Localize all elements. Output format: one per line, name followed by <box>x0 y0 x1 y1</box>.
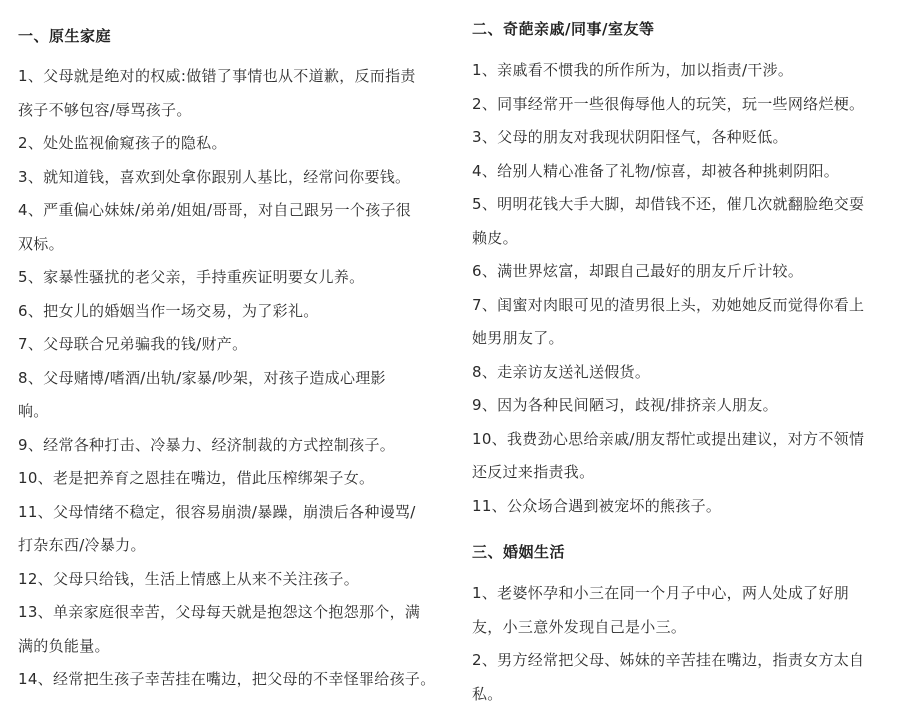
list-item-line: 4、严重偏心妹妹/弟弟/姐姐/哥哥，对自己跟另一个孩子很 <box>18 194 411 228</box>
list-item-line: 10、老是把养育之恩挂在嘴边，借此压榨绑架子女。 <box>18 462 374 496</box>
list-item <box>18 60 416 127</box>
list-item <box>472 490 721 524</box>
list-item-line: 4、给别人精心准备了礼物/惊喜，却被各种挑刺阴阳。 <box>472 155 839 189</box>
list-item-line: 12、父母只给钱，生活上情感上从来不关注孩子。 <box>18 563 359 597</box>
list-item-line: 赖皮。 <box>472 222 864 256</box>
list-item-line: 6、把女儿的婚姻当作一场交易，为了彩礼。 <box>18 295 319 329</box>
list-item-line: 11、父母情绪不稳定，很容易崩溃/暴躁，崩溃后各种谩骂/ <box>18 496 416 530</box>
list-item-line: 打杂东西/冷暴力。 <box>18 529 416 563</box>
list-item-line: 2、处处监视偷窥孩子的隐私。 <box>18 127 227 161</box>
list-item <box>472 121 788 155</box>
list-item-line: 1、老婆怀孕和小三在同一个月子中心，两人处成了好朋 <box>472 577 849 611</box>
list-item <box>18 261 364 295</box>
list-item <box>472 356 650 390</box>
list-item-line: 私。 <box>472 678 864 711</box>
list-item-line: 她男朋友了。 <box>472 322 864 356</box>
list-item-line: 还反过来指责我。 <box>472 456 864 490</box>
list-item-line: 响。 <box>18 395 386 429</box>
list-item <box>472 577 849 644</box>
list-item <box>18 462 374 496</box>
list-item-line: 7、闺蜜对肉眼可见的渣男很上头，劝她她反而觉得你看上 <box>472 289 864 323</box>
list-item-line: 10、我费劲心思给亲戚/朋友帮忙或提出建议，对方不领情 <box>472 423 864 457</box>
list-item <box>472 644 864 711</box>
list-item-line: 8、走亲访友送礼送假货。 <box>472 356 650 390</box>
list-item-line: 1、父母就是绝对的权威:做错了事情也从不道歉，反而指责 <box>18 60 416 94</box>
list-item <box>18 663 436 697</box>
list-item-line: 3、就知道钱，喜欢到处拿你跟别人基比，经常问你要钱。 <box>18 161 410 195</box>
list-item <box>472 54 793 88</box>
list-item <box>18 328 247 362</box>
section-title-marriage: 三、婚姻生活 <box>472 541 565 562</box>
list-item <box>18 161 410 195</box>
list-item-line: 11、公众场合遇到被宠坏的熊孩子。 <box>472 490 721 524</box>
list-item-line: 9、经常各种打击、冷暴力、经济制裁的方式控制孩子。 <box>18 429 395 463</box>
list-item-line: 5、家暴性骚扰的老父亲，手持重疾证明要女儿养。 <box>18 261 364 295</box>
list-item-line: 孩子不够包容/辱骂孩子。 <box>18 94 416 128</box>
list-item <box>18 194 411 261</box>
list-item <box>18 596 420 663</box>
list-item <box>18 362 386 429</box>
list-item <box>472 255 803 289</box>
list-item <box>472 423 864 490</box>
list-item <box>18 295 319 329</box>
list-item <box>472 88 864 122</box>
list-item <box>18 563 359 597</box>
list-item-line: 满的负能量。 <box>18 630 420 664</box>
list-item <box>18 496 416 563</box>
list-item-line: 7、父母联合兄弟骗我的钱/财产。 <box>18 328 247 362</box>
list-item-line: 14、经常把生孩子幸苦挂在嘴边，把父母的不幸怪罪给孩子。 <box>18 663 436 697</box>
list-item <box>472 155 839 189</box>
list-item-line: 2、同事经常开一些很侮辱他人的玩笑，玩一些网络烂梗。 <box>472 88 864 122</box>
list-item <box>18 429 395 463</box>
list-item <box>472 289 864 356</box>
list-item-line: 5、明明花钱大手大脚，却借钱不还，催几次就翻脸绝交耍 <box>472 188 864 222</box>
section-title-family: 一、原生家庭 <box>18 25 111 46</box>
list-item <box>472 389 778 423</box>
list-item <box>472 188 864 255</box>
list-item <box>18 127 227 161</box>
list-item-line: 8、父母赌博/嗜酒/出轨/家暴/吵架，对孩子造成心理影 <box>18 362 386 396</box>
list-item-line: 6、满世界炫富，却跟自己最好的朋友斤斤计较。 <box>472 255 803 289</box>
list-item-line: 9、因为各种民间陋习，歧视/排挤亲人朋友。 <box>472 389 778 423</box>
list-item-line: 双标。 <box>18 228 411 262</box>
list-item-line: 1、亲戚看不惯我的所作所为，加以指责/干涉。 <box>472 54 793 88</box>
list-item-line: 友，小三意外发现自己是小三。 <box>472 611 849 645</box>
list-item-line: 2、男方经常把父母、姊妹的辛苦挂在嘴边，指责女方太自 <box>472 644 864 678</box>
list-item-line: 3、父母的朋友对我现状阴阳怪气，各种贬低。 <box>472 121 788 155</box>
list-item-line: 13、单亲家庭很幸苦，父母每天就是抱怨这个抱怨那个，满 <box>18 596 420 630</box>
section-title-relatives: 二、奇葩亲戚/同事/室友等 <box>472 18 654 39</box>
